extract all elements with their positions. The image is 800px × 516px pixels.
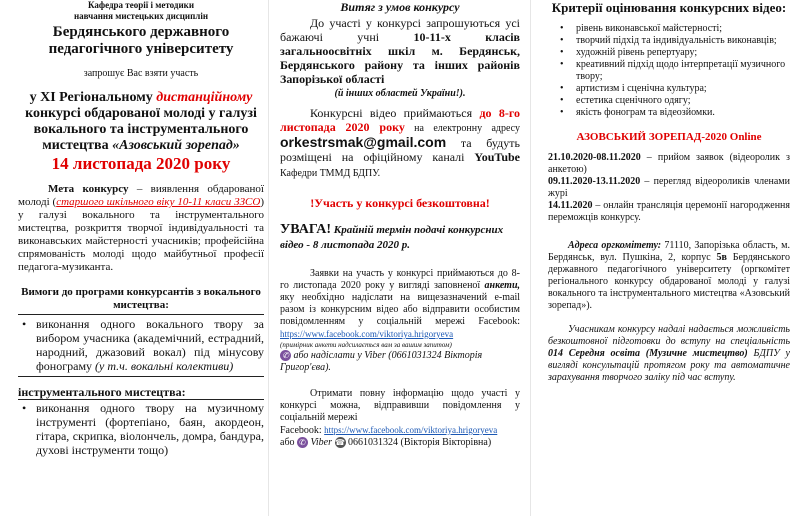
left-panel xyxy=(0,0,268,516)
criteria-item: • якість фонограм та відеозйомки. xyxy=(576,107,790,119)
youtube-label: YouTube xyxy=(474,150,520,164)
video-deadline: до 8-го листопада 2020 року xyxy=(280,106,520,134)
goal-age: старшого шкільного віку 10-11 класи ЗЗСО xyxy=(56,196,261,208)
list-item: • виконання одного твору на музичному інструменті (фортепіано, баян, акордеон, гітара, скрипка, віолончель, домра, бандура, духові інструменти тощо) xyxy=(36,401,264,457)
department-line1: Кафедра теорії і методики xyxy=(87,0,195,10)
schedule-2: 09.11.2020-13.11.2020 – перегляд відеороликів членами журі xyxy=(548,176,790,199)
criteria-list xyxy=(548,23,790,119)
viber-line: ✆ або надіслати у Viber (0661031324 Вікторія Григор'єва). xyxy=(280,350,483,373)
vocal-requirements-list xyxy=(18,317,264,373)
final-paragraph: Учасникам конкурсу надалі надається можливість безкоштовної підготовки до вступу на спеціальність 014 Середня освіта (Музичне мистецтво) БДПУ у вигляді консультацій протягом року та автоматичне зарахування творчого заліку під час вступу. xyxy=(548,324,790,383)
right-panel xyxy=(530,0,800,516)
criteria-title: Критерії оцінювання конкурсних відео: xyxy=(551,0,787,15)
vocal-requirements-title: Вимоги до програми конкурсантів з вокального мистецтва: xyxy=(21,286,261,311)
address-paragraph: Адреса оргкомітету: 71110, Запорізька область, м. Бердянськ, вул. Пушкіна, 2, корпус 5в Бердянського державного педагогічного університету (оргкомітет регіонального конкурсу обдарованої молоді у галузі вокального та інструментального мистецтва «Азовський зорепад»). xyxy=(548,240,790,311)
viber-icon: ✆ xyxy=(280,350,291,361)
goal-label: Мета конкурсу xyxy=(48,183,129,195)
instrumental-title: інструментального мистецтва: xyxy=(18,385,186,399)
excerpt-title: Витяг з умов конкурсу xyxy=(340,0,460,14)
contact-line: або ✆ Viber ☎ 0661031324 (Вікторія Вікторівна) xyxy=(280,437,492,448)
contest-title: у ХІ Регіональному дистанційному конкурсі обдарованої молоді у галузі вокального та інструментального мистецтва «Азовський зорепад» xyxy=(25,90,257,153)
criteria-item: • креативний підхід щодо інтерпретації музичного твору; xyxy=(576,59,790,83)
address-label: Адреса оргкомітету: xyxy=(568,240,662,251)
criteria-item: • рівень виконавської майстерності; xyxy=(576,23,790,35)
criteria-item: • художній рівень репертуару; xyxy=(576,47,790,59)
application-paragraph: Заявки на участь у конкурсі приймаються до 8-го листопада 2020 року у вигляді заповненої анкети, яку необхідно надіслати на вищезазначений e-mail разом із конкурсним відео або відправити особистим повідомленням у соціальній мережі Facebook: https://www.facebook.com/viktoriya.hrigoryeva xyxy=(280,268,520,339)
criteria-item: • естетика сценічного одягу; xyxy=(576,95,790,107)
invite-text: запрошує Вас взяти участь xyxy=(83,68,199,79)
schedule-1: 21.10.2020-08.11.2020 – прийом заявок (відеоролик з анкетою) xyxy=(548,152,790,175)
attention-label: УВАГА! xyxy=(280,222,331,237)
list-item: • виконання одного вокального твору за вибором учасника (академічний, естрадний, народний, джазовий вокал) під мінусову фонограму (у т.ч. вокальні колективи) xyxy=(36,317,264,373)
contest-name: «Азовський зорепад» xyxy=(112,138,240,153)
viber-icon: ✆ xyxy=(297,437,308,448)
facebook-link[interactable]: https://www.facebook.com/viktoriya.hrigoryeva xyxy=(280,329,454,339)
form-note: (примірник анкети надсилається вам за вашим запитом) xyxy=(280,341,452,349)
contest-email[interactable]: orkestrsmak@gmail.com xyxy=(280,134,447,150)
schedule-3: 14.11.2020 – онлайн трансляція церемонії нагородження переможців конкурсу. xyxy=(548,200,790,223)
facebook-line: Facebook: https://www.facebook.com/viktoriya.hrigoryeva xyxy=(280,425,498,436)
videos-paragraph: Конкурсні відео приймаються до 8-го листопада 2020 року на електронну адресу orkestrsmak@gmail.com та будуть розміщені на офіційному каналі YouTube Кафедри ТММД БДПУ. xyxy=(280,106,520,179)
info-paragraph: Отримати повну інформацію щодо участі у конкурсі можна, відправивши повідомлення у соціальній мережі xyxy=(280,388,520,423)
contest-date: 14 листопада 2020 року xyxy=(51,154,231,173)
online-title: АЗОВСЬКИЙ ЗОРЕПАД-2020 Online xyxy=(576,131,762,143)
free-participation: !Участь у конкурсі безкоштовна! xyxy=(310,196,490,210)
facebook-link-2[interactable]: https://www.facebook.com/viktoriya.hrigoryeva xyxy=(324,425,498,435)
phone-icon: ☎ xyxy=(335,438,345,448)
goal-paragraph: Мета конкурсу – виявлення обдарованої молоді (старшого шкільного віку 10-11 класи ЗЗСО) у галузі вокального та інструментального мистецтва, розкриття творчої індивідуальності та виконавських майстерності учасників; профейсійна спрямованість молоді щодо майбутньої професії педагога-музиканта. xyxy=(18,183,264,273)
participation-paragraph: До участі у конкурсі запрошуються усі бажаючі учні 10-11-х класів загальноосвітніх шкіл м. Бердянськ, Бердянського району та інших районів Запорізької області xyxy=(280,16,521,86)
attention-note: УВАГА! Крайній термін подачі конкурсних відео - 8 листопада 2020 р. xyxy=(280,222,504,251)
university-name: Бердянського державного педагогічного університету xyxy=(48,24,234,57)
instrumental-requirements-list xyxy=(18,401,264,457)
other-regions: (й інших областей України!). xyxy=(334,88,466,99)
criteria-item: • творчий підхід та індивідуальність виконавців; xyxy=(576,35,790,47)
criteria-item: • артистизм і сценічна культура; xyxy=(576,83,790,95)
distance-word: дистанційному xyxy=(156,90,253,105)
department-line2: навчання мистецьких дисциплін xyxy=(73,11,209,21)
middle-panel xyxy=(268,0,530,516)
